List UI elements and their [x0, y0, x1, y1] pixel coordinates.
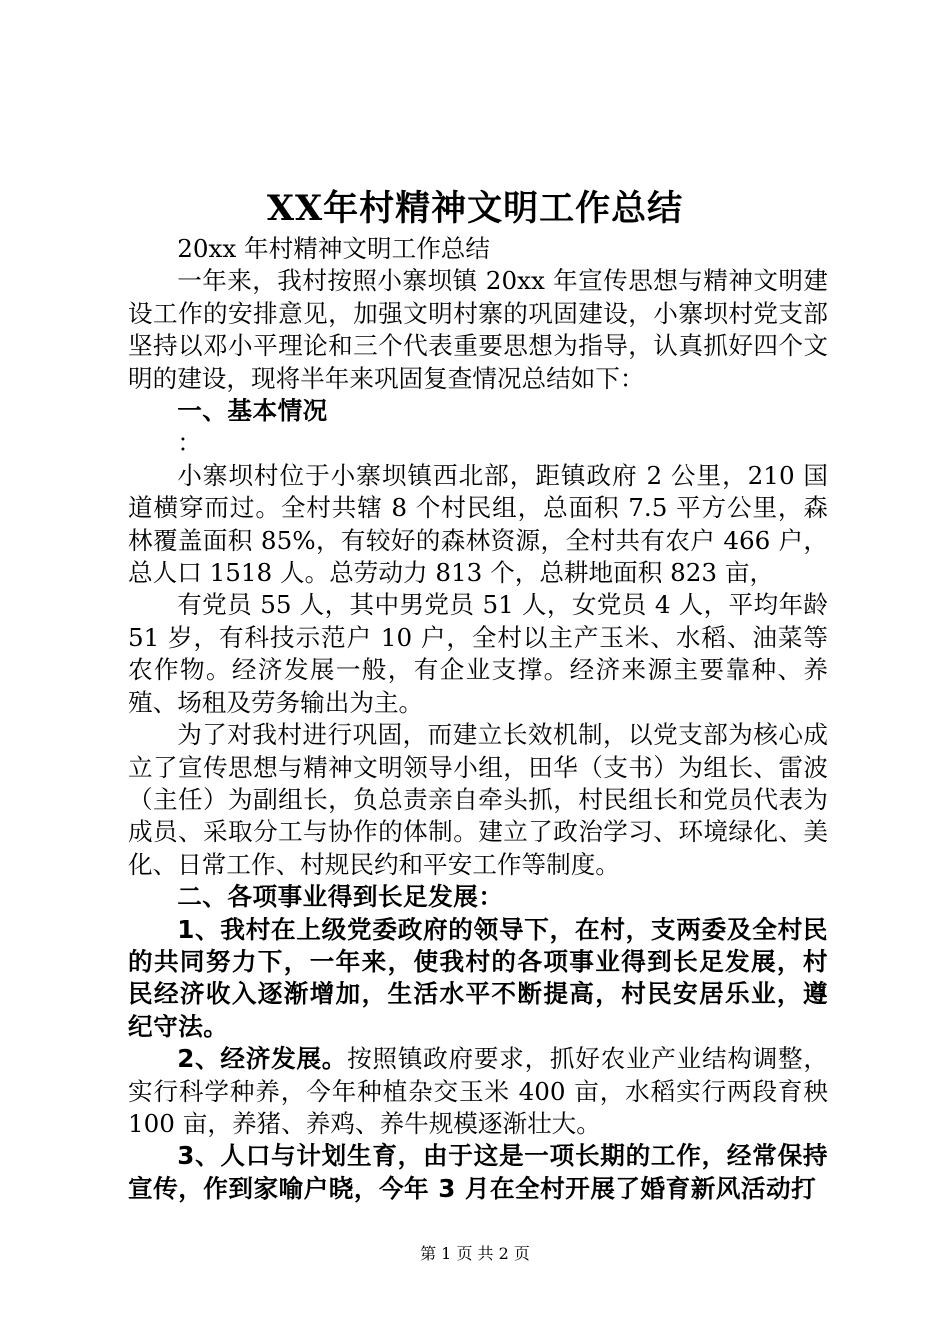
- item-2-lead: 2、经济发展。: [177, 1044, 348, 1074]
- subtitle-paragraph: 20xx 年村精神文明工作总结: [177, 234, 490, 263]
- document-body: [128, 233, 828, 1205]
- item-3-paragraph: 3、人口与计划生育，由于这是一项长期的工作，经常保持宣传，作到家喻户晓，今年 3 月在全村开展了婚育新风活动打: [128, 1141, 828, 1203]
- item-2-paragraph: [128, 1043, 828, 1140]
- section-1-paragraph-1: 小寨坝村位于小寨坝镇西北部，距镇政府 2 公里，210 国道横穿而过。全村共辖 8 个村民组，总面积 7.5 平方公里，森林覆盖面积 85%，有较好的森林资源，全村共有农户 466 户，总人口 1518 人。总劳动力 813 个，总耕地面积 823 亩，: [128, 460, 828, 588]
- section-1-heading: 一、基本情况: [177, 396, 328, 426]
- section-2-heading: 二、各项事业得到长足发展：: [177, 882, 504, 912]
- page-footer: 第 1 页 共 2 页: [420, 1244, 530, 1263]
- section-1-colon: ：: [177, 428, 202, 458]
- section-1-paragraph-3: 为了对我村进行巩固，而建立长效机制，以党支部为核心成立了宣传思想与精神文明领导小组，田华（支书）为组长、雷波（主任）为副组长，负总责亲自牵头抓，村民组长和党员代表为成员、采取分工与协作的体制。建立了政治学习、环境绿化、美化、日常工作、村规民约和平安工作等制度。: [128, 720, 828, 879]
- item-1-paragraph: 1、我村在上级党委政府的领导下，在村，支两委及全村民的共同努力下，一年来，使我村的各项事业得到长足发展，村民经济收入逐渐增加，生活水平不断提高，村民安居乐业，遵纪守法。: [128, 914, 828, 1041]
- intro-paragraph: 一年来，我村按照小寨坝镇 20xx 年宣传思想与精神文明建设工作的安排意见，加强文明村寨的巩固建设，小寨坝村党支部坚持以邓小平理论和三个代表重要思想为指导，认真抓好四个文明的建设，现将半年来巩固复查情况总结如下：: [128, 266, 828, 393]
- item-2-text: 按照镇政府要求，抓好农业产业结构调整，实行科学种养，今年种植杂交玉米 400 亩，水稻实行两段育秧 100 亩，养猪、养鸡、养牛规模逐渐壮大。: [128, 1044, 828, 1138]
- document-title: XX年村精神文明工作总结: [266, 188, 684, 229]
- section-1-paragraph-2: 有党员 55 人，其中男党员 51 人，女党员 4 人，平均年龄 51 岁，有科技示范户 10 户，全村以主产玉米、水稻、油菜等农作物。经济发展一般，有企业支撑。经济来源主要靠种、养殖、场租及劳务输出为主。: [128, 590, 828, 717]
